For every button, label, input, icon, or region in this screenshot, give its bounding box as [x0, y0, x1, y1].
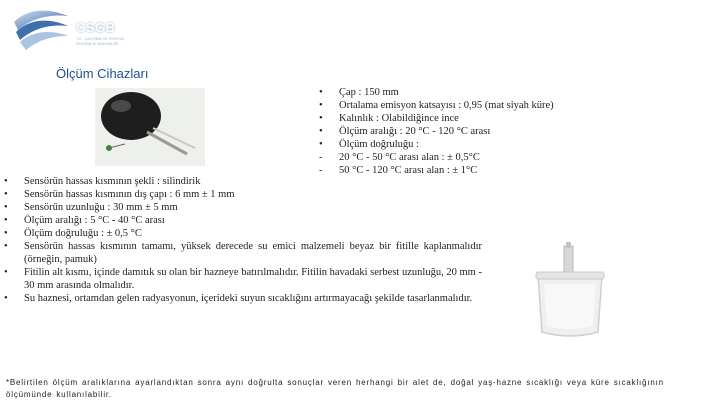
globe-spec-list [319, 86, 609, 177]
list-item-text: Ölçüm aralığı : 20 °C - 120 °C arası [339, 126, 491, 137]
bullet-marker: • [319, 113, 323, 124]
list-item [4, 175, 482, 188]
bullet-marker: • [319, 139, 323, 150]
list-item [319, 125, 609, 138]
list-item [4, 188, 482, 201]
list-item [4, 292, 482, 305]
list-item [4, 201, 482, 214]
sensor-spec-list [4, 175, 482, 305]
list-item [319, 86, 609, 99]
bullet-marker: • [4, 293, 8, 304]
list-item-text: Sensörün hassas kısmının şekli : silindirik [24, 176, 201, 187]
dash-marker: - [319, 152, 323, 163]
logo-subtext: T.C. ÇALIŞMA VE SOSYAL GÜVENLİK BAKANLIĞI [76, 36, 125, 46]
bullet-marker: • [319, 126, 323, 137]
list-item [4, 214, 482, 227]
bullet-marker: • [4, 215, 8, 226]
logo [10, 2, 140, 62]
list-item [319, 138, 609, 151]
bullet-marker: • [4, 228, 8, 239]
list-item [319, 99, 609, 112]
list-item-text: Ölçüm doğruluğu : ± 0,5 °C [24, 228, 142, 239]
list-item [319, 112, 609, 125]
list-item-text: 20 °C - 50 °C arası alan : ± 0,5°C [339, 152, 480, 163]
list-item-text: Sensörün hassas kısmının dış çapı : 6 mm ± 1 mm [24, 189, 235, 200]
bullet-marker: • [319, 87, 323, 98]
page-title: Ölçüm Cihazları [56, 66, 149, 81]
dash-marker: - [319, 165, 323, 176]
list-item-text: 50 °C - 120 °C arası alan : ± 1°C [339, 165, 478, 176]
bullet-marker: • [4, 202, 8, 213]
logo-wave-icon [10, 2, 72, 54]
list-item-text: Çap : 150 mm [339, 87, 399, 98]
list-item-text: Ortalama emisyon katsayısı : 0,95 (mat siyah küre) [339, 100, 554, 111]
list-item-text: Fitilin alt kısmı, içinde damıtık su olan bir hazneye batırılmalıdır. Fitilin havadaki serbest uzunluğu, 20 mm - 30 mm arasında olmalıdır. [24, 267, 482, 291]
list-item-text: Sensörün uzunluğu : 30 mm ± 5 mm [24, 202, 178, 213]
globe-thermometer-image [95, 88, 205, 166]
list-item-text: Sensörün hassas kısmının tamamı, yüksek derecede su emici malzemeli beyaz bir fitille kaplanmalıdır (örneğin, pamuk) [24, 241, 482, 265]
wet-bulb-sensor-image [520, 240, 620, 350]
list-item-text: Ölçüm doğruluğu : [339, 139, 419, 150]
list-item [319, 151, 609, 164]
list-item-text: Ölçüm aralığı : 5 °C - 40 °C arası [24, 215, 165, 226]
bullet-marker: • [319, 100, 323, 111]
bullet-marker: • [4, 189, 8, 200]
list-item [4, 227, 482, 240]
bullet-marker: • [4, 176, 8, 187]
bullet-marker: • [4, 267, 8, 278]
list-item-text: Kalınlık : Olabildiğince ince [339, 113, 459, 124]
list-item [4, 240, 482, 266]
logo-text: CSGB [76, 20, 116, 35]
footnote: *Belirtilen ölçüm aralıklarına ayarlandıktan sonra aynı doğrulta sonuçlar veren herhangi bir alet de, doğal yaş-hazne sıcaklığı veya küre sıcaklığının ölçümünde kullanılabilir. [6, 378, 664, 399]
list-item [4, 266, 482, 292]
bullet-marker: • [4, 241, 8, 252]
list-item-text: Su haznesi, ortamdan gelen radyasyonun, içerideki suyun sıcaklığını artırmayacağı şekilde tasarlanmalıdır. [24, 293, 473, 304]
